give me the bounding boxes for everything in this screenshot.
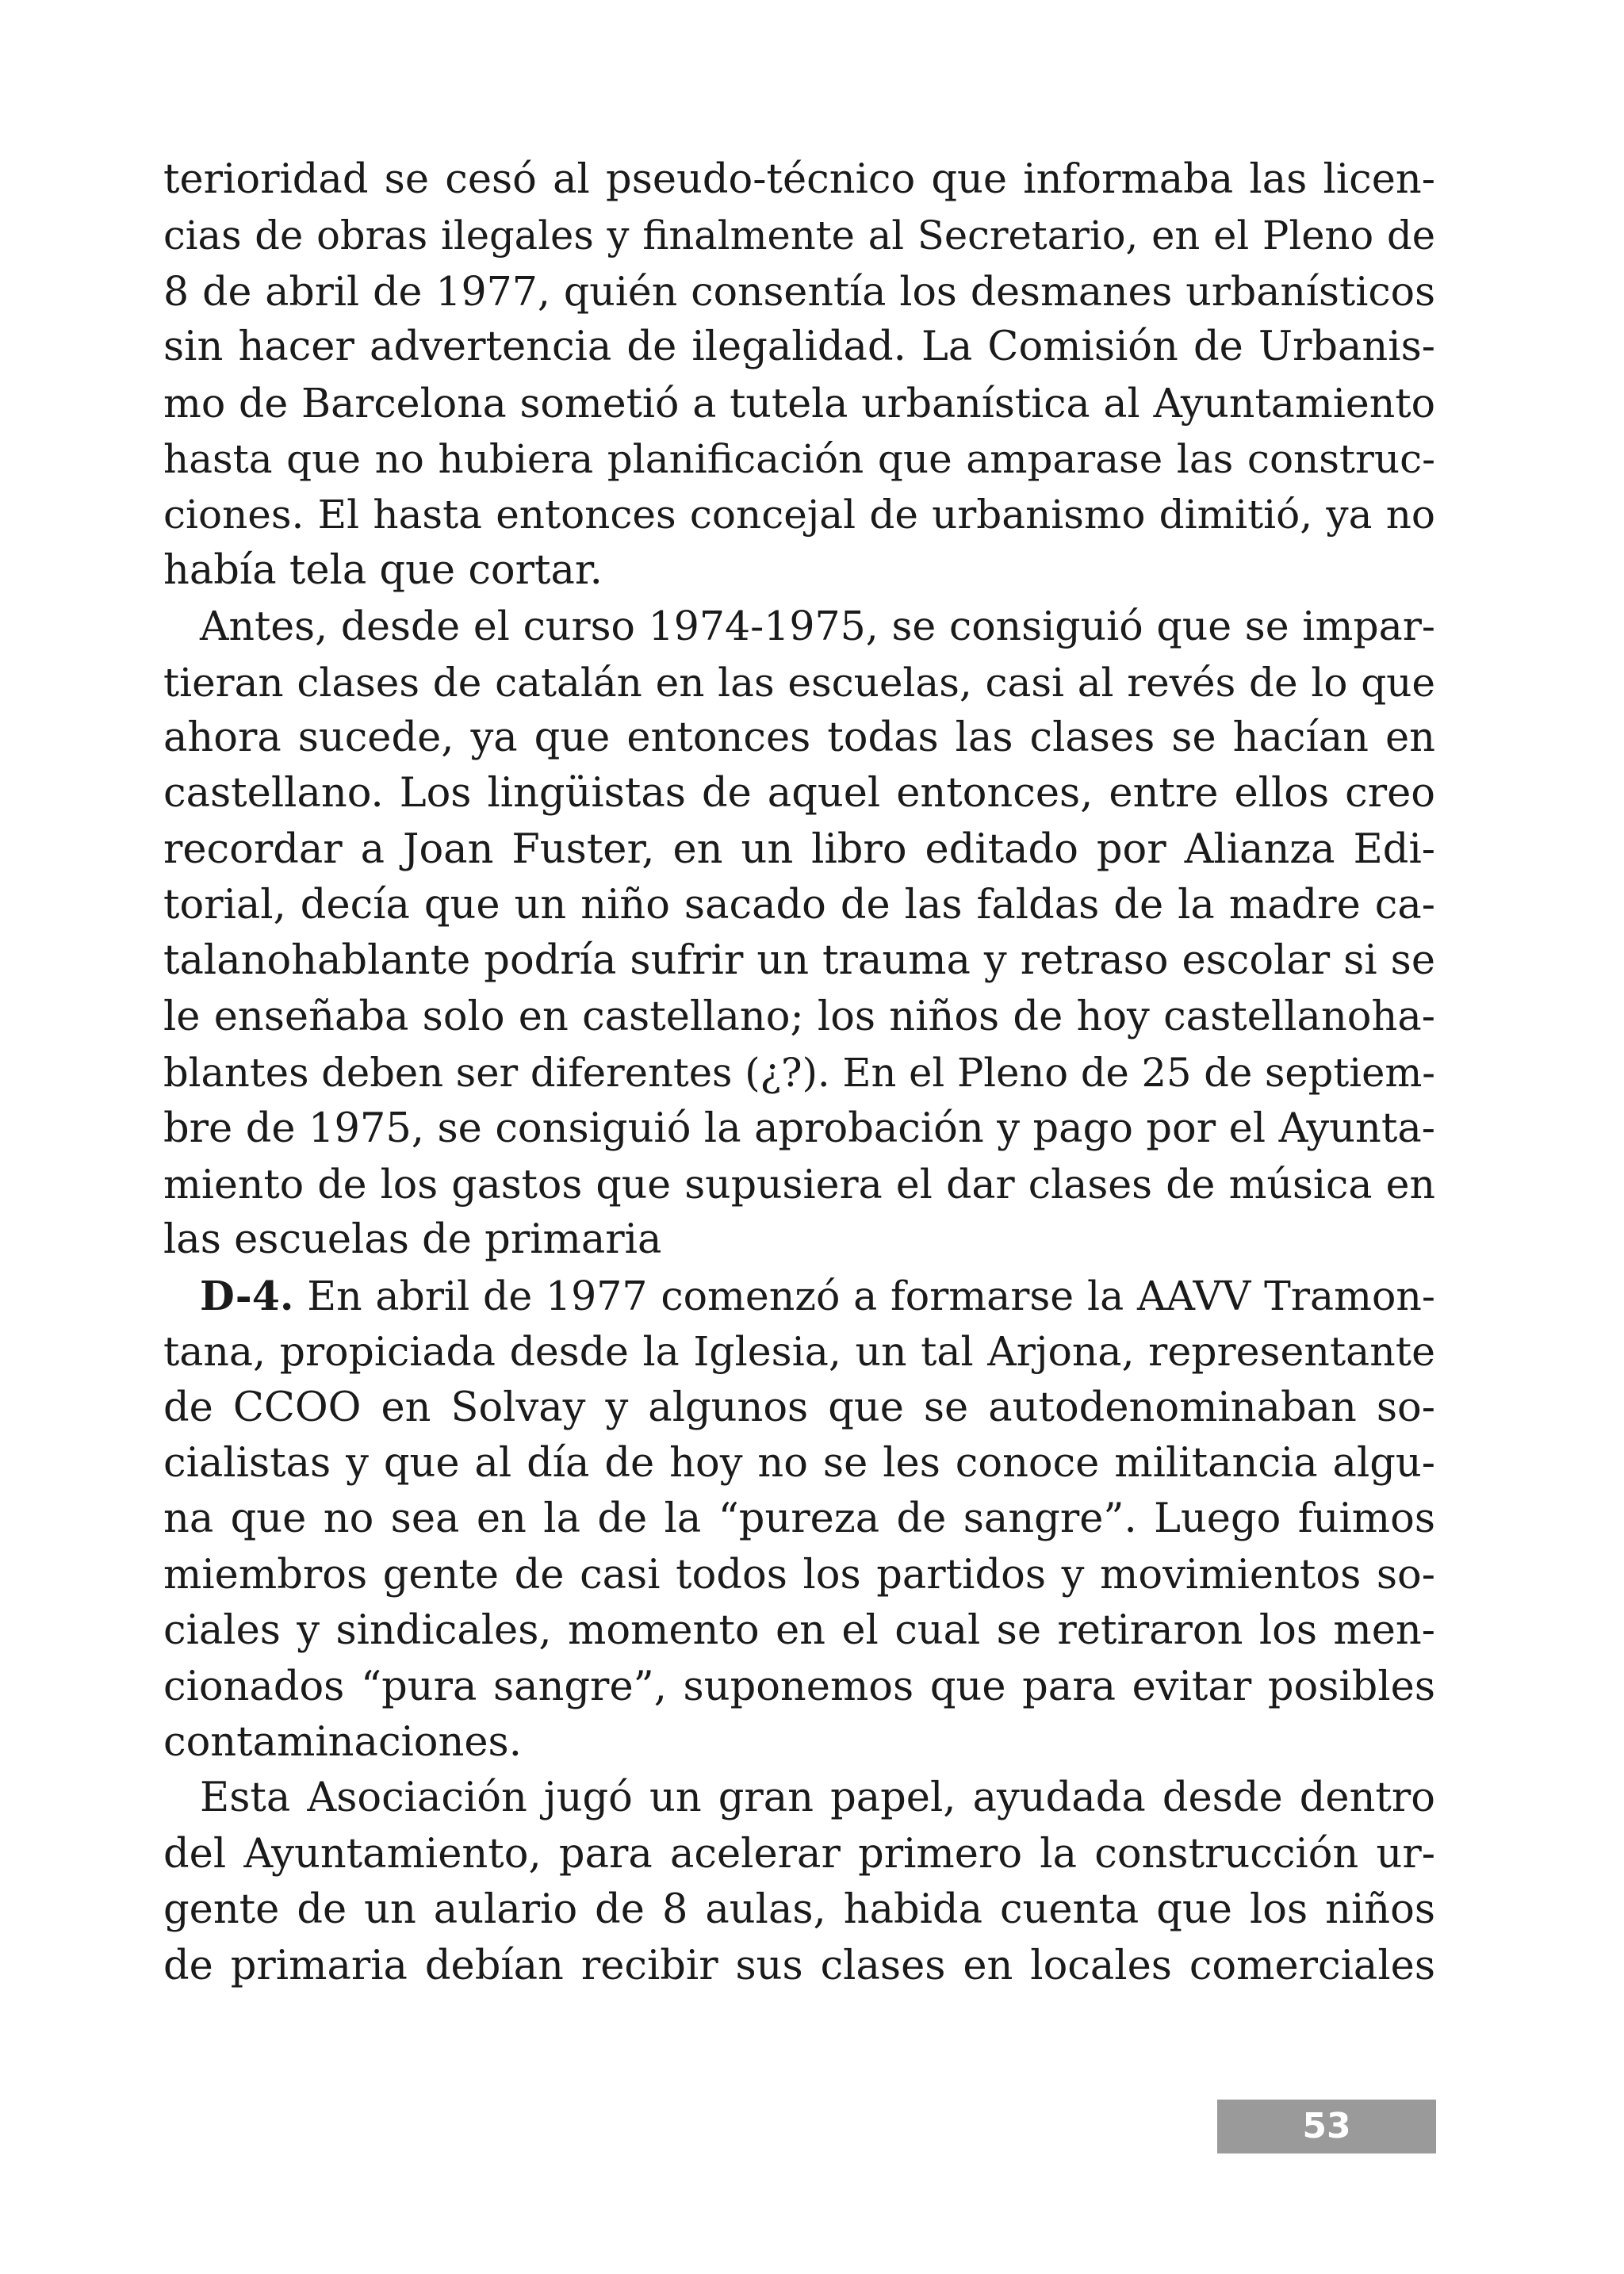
paragraph-3 <box>163 1269 1435 1771</box>
text-line: contaminaciones. <box>163 1718 522 1766</box>
text-line: había tela que cortar. <box>163 546 603 594</box>
text-line: blantes deben ser diferentes (¿?). En el Pleno de 25 de septiem- <box>163 1050 1436 1097</box>
text-line: de primaria debían recibir sus clases en locales comerciales <box>163 1942 1435 1989</box>
text-line: hasta que no hubiera planificación que amparase las construc- <box>163 435 1435 482</box>
text-line: ciones. El hasta entonces concejal de urbanismo dimitió, ya no <box>163 492 1435 538</box>
paragraph-4 <box>163 1771 1435 1994</box>
text-line: recordar a Joan Fuster, en un libro editado por Alianza Edi- <box>163 825 1435 873</box>
text-line: ciales y sindicales, momento en el cual se retiraron los men- <box>163 1607 1435 1655</box>
text-line: bre de 1975, se consiguió la aprobación y pago por el Ayunta- <box>163 1104 1435 1152</box>
text-line: le enseñaba solo en castellano; los niños de hoy castellanoha- <box>163 993 1435 1040</box>
text-line <box>163 1269 1435 1324</box>
text-line: las escuelas de primaria <box>163 1216 662 1264</box>
section-label: D-4. <box>200 1272 294 1319</box>
text-line: miembros gente de casi todos los partidos y movimientos so- <box>163 1551 1435 1598</box>
text-line: del Ayuntamiento, para acelerar primero la construcción ur- <box>163 1830 1435 1878</box>
text-line: talanohablante podría sufrir un trauma y retraso escolar si se <box>163 937 1435 985</box>
section-line-text: En abril de 1977 comenzó a formarse la AAVV Tramon- <box>293 1272 1435 1319</box>
text-line: tieran clases de catalán en las escuelas, casi al revés de lo que <box>163 659 1435 706</box>
text-line: sin hacer advertencia de ilegalidad. La Comisión de Urbanis- <box>163 323 1435 371</box>
page-number: 53 <box>1302 2106 1351 2146</box>
text-line: Antes, desde el curso 1974-1975, se consiguió que se impar- <box>200 603 1435 650</box>
text-line: castellano. Los lingüistas de aquel entonces, entre ellos creo <box>163 770 1435 817</box>
text-line: de CCOO en Solvay y algunos que se autodenominaban so- <box>163 1384 1435 1431</box>
text-line: terioridad se cesó al pseudo-técnico que informaba las licen- <box>163 156 1435 203</box>
page-number-box <box>1217 2100 1436 2153</box>
text-line: gente de un aulario de 8 aulas, habida cuenta que los niños <box>163 1886 1435 1934</box>
text-line: mo de Barcelona sometió a tutela urbanística al Ayuntamiento <box>163 379 1435 427</box>
paragraph-1 <box>163 152 1435 599</box>
text-line: tana, propiciada desde la Iglesia, un tal Arjona, representante <box>163 1328 1435 1376</box>
paragraph-2 <box>163 599 1435 1269</box>
text-line: cias de obras ilegales y finalmente al Secretario, en el Pleno de <box>163 212 1435 259</box>
text-line: Esta Asociación jugó un gran papel, ayudada desde dentro <box>200 1774 1435 1822</box>
text-line: cialistas y que al día de hoy no se les conoce militancia algu- <box>163 1439 1435 1487</box>
text-line: miento de los gastos que supusiera el dar clases de música en <box>163 1161 1435 1208</box>
text-line: 8 de abril de 1977, quién consentía los desmanes urbanísticos <box>163 267 1435 315</box>
text-line: na que no sea en la de la “pureza de sangre”. Luego fuimos <box>163 1495 1435 1543</box>
text-line: cionados “pura sangre”, suponemos que para evitar posibles <box>163 1663 1435 1710</box>
text-line: torial, decía que un niño sacado de las faldas de la madre ca- <box>163 882 1435 929</box>
text-line: ahora sucede, ya que entonces todas las clases se hacían en <box>163 714 1435 761</box>
body-text <box>163 152 1435 1994</box>
